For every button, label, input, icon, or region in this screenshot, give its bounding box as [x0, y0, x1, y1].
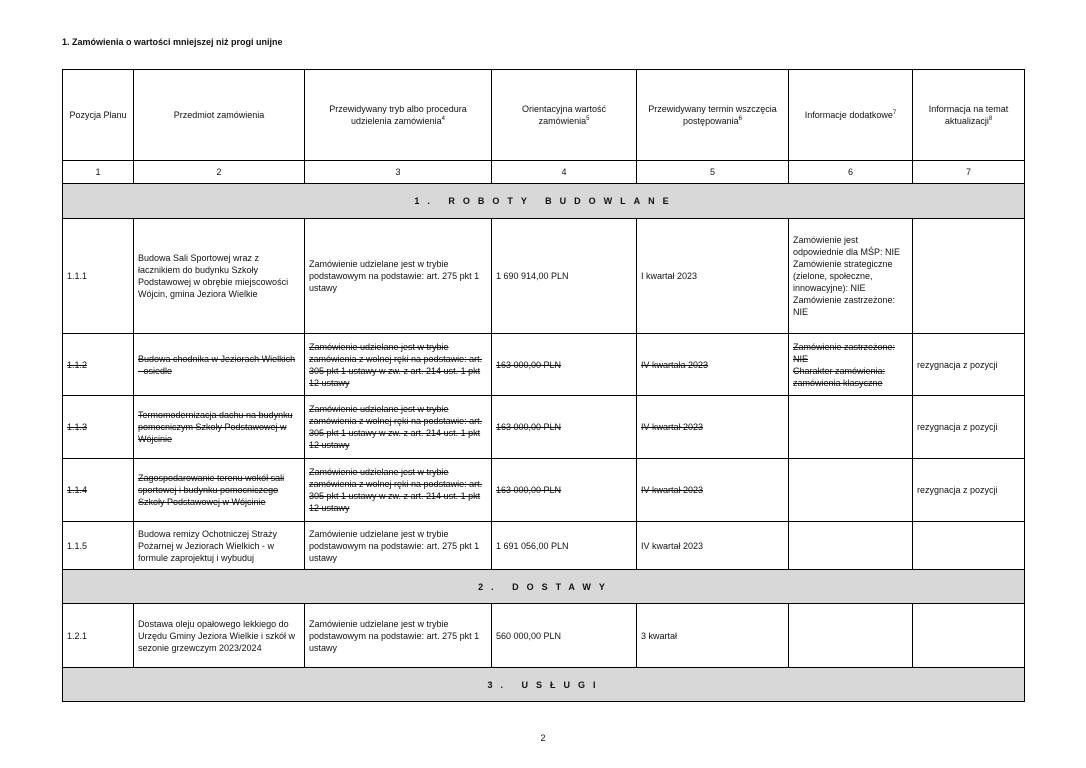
header-row [63, 70, 1025, 161]
position-cell: 1.1.2 [63, 334, 134, 396]
term-cell: IV kwartał 2023 [637, 459, 789, 522]
col-header-3: Przewidywany tryb albo procedura udzielenia zamówienia$^4$ [305, 70, 492, 161]
mode-cell: Zamówienie udzielane jest w trybie zamówienia z wolnej ręki na podstawie: art. 305 pkt 1 ustawy w zw. z art. 214 ust. 1 pkt 12 ustawy [305, 396, 492, 459]
position-cell: 1.2.1 [63, 604, 134, 668]
subject-cell: Zagospodarowanie terenu wokół sali sportowej i budynku pomocniczego Szkoły Podstawowej w Wójcinie [134, 459, 305, 522]
col-header-1: Pozycja Planu [63, 70, 134, 161]
value-cell: 1 690 914,00 PLN [492, 219, 637, 334]
table-row [63, 522, 1025, 570]
mode-cell: Zamówienie udzielane jest w trybie podstawowym na podstawie: art. 275 pkt 1 ustawy [305, 219, 492, 334]
position-cell: 1.1.1 [63, 219, 134, 334]
table-row [63, 219, 1025, 334]
subject-cell: Budowa Sali Sportowej wraz z łacznikiem do budynku Szkoły Podstawowej w obrębie miejscowości Wójcin, gmina Jeziora Wielkie [134, 219, 305, 334]
col-number: 6 [789, 161, 913, 184]
mode-cell: Zamówienie udzielane jest w trybie zamówienia z wolnej ręki na podstawie: art. 305 pkt 1 ustawy w zw. z art. 214 ust. 1 pkt 12 ustawy [305, 459, 492, 522]
value-cell: 560 000,00 PLN [492, 604, 637, 668]
subject-cell: Budowa remizy Ochotniczej Straży Pożarnej w Jeziorach Wielkich - w formule zaprojektuj i wybuduj [134, 522, 305, 570]
table-row [63, 604, 1025, 668]
section-heading: 1. Zamówienia o wartości mniejszej niż progi unijne [62, 37, 283, 47]
update-cell [913, 604, 1025, 668]
section-title-dostawy: 2. DOSTAWY [63, 570, 1025, 604]
term-cell: IV kwartał 2023 [637, 522, 789, 570]
value-cell: 1 691 056,00 PLN [492, 522, 637, 570]
term-cell: I kwartał 2023 [637, 219, 789, 334]
subject-cell: Termomodernizacja dachu na budynku pomocniczym Szkoły Podstawowej w Wójcinie [134, 396, 305, 459]
col-number: 2 [134, 161, 305, 184]
update-cell [913, 522, 1025, 570]
col-header-2: Przedmiot zamówienia [134, 70, 305, 161]
value-cell: 163 000,00 PLN [492, 459, 637, 522]
value-cell: 163 000,00 PLN [492, 334, 637, 396]
column-number-row [63, 161, 1025, 184]
col-number: 5 [637, 161, 789, 184]
subject-cell: Dostawa oleju opałowego lekkiego do Urzędu Gminy Jeziora Wielkie i szkół w sezonie grzewczym 2023/2024 [134, 604, 305, 668]
value-cell: 163 000,00 PLN [492, 396, 637, 459]
term-cell: 3 kwartał [637, 604, 789, 668]
col-header-4: Orientacyjna wartość zamówienia$^5$ [492, 70, 637, 161]
page-number: 2 [540, 733, 546, 743]
table-row [63, 459, 1025, 522]
update-cell: rezygnacja z pozycji [913, 334, 1025, 396]
subject-cell: Budowa chodnika w Jeziorach Wielkich - osiedle [134, 334, 305, 396]
col-header-7: Informacja na temat aktualizacji$^8$ [913, 70, 1025, 161]
col-header-5: Przewidywany termin wszczęcia postępowania$^6$ [637, 70, 789, 161]
term-cell: IV kwartał 2023 [637, 396, 789, 459]
position-cell: 1.1.3 [63, 396, 134, 459]
info-cell: Zamówienie jest odpowiednie dla MŚP: NIE Zamówienie strategiczne (zielone, społeczne, innowacyjne): NIE Zamówienie zastrzeżone: NIE [789, 219, 913, 334]
info-cell [789, 604, 913, 668]
position-cell: 1.1.5 [63, 522, 134, 570]
info-cell [789, 396, 913, 459]
col-number: 4 [492, 161, 637, 184]
table-row [63, 334, 1025, 396]
col-number: 7 [913, 161, 1025, 184]
section-title-uslugi: 3. USŁUGI [63, 668, 1025, 702]
info-cell [789, 459, 913, 522]
section-row-roboty [63, 184, 1025, 219]
mode-cell: Zamówienie udzielane jest w trybie podstawowym na podstawie: art. 275 pkt 1 ustawy [305, 604, 492, 668]
section-row-uslugi [63, 668, 1025, 702]
procurement-plan-table [62, 69, 1025, 702]
col-number: 1 [63, 161, 134, 184]
update-cell [913, 219, 1025, 334]
section-row-dostawy [63, 570, 1025, 604]
update-cell: rezygnacja z pozycji [913, 396, 1025, 459]
position-cell: 1.1.4 [63, 459, 134, 522]
term-cell: IV kwartała 2023 [637, 334, 789, 396]
section-title-roboty: 1. ROBOTY BUDOWLANE [63, 184, 1025, 219]
table-row [63, 396, 1025, 459]
mode-cell: Zamówienie udzielane jest w trybie podstawowym na podstawie: art. 275 pkt 1 ustawy [305, 522, 492, 570]
update-cell: rezygnacja z pozycji [913, 459, 1025, 522]
info-cell [789, 522, 913, 570]
info-cell: Zamówienie zastrzeżone: NIE Charakter zamówienia: zamówienia klasyczne [789, 334, 913, 396]
col-header-6: Informacje dodatkowe$^7$ [789, 70, 913, 161]
mode-cell: Zamówienie udzielane jest w trybie zamówienia z wolnej ręki na podstawie: art. 305 pkt 1 ustawy w zw. z art. 214 ust. 1 pkt 12 ustawy [305, 334, 492, 396]
col-number: 3 [305, 161, 492, 184]
